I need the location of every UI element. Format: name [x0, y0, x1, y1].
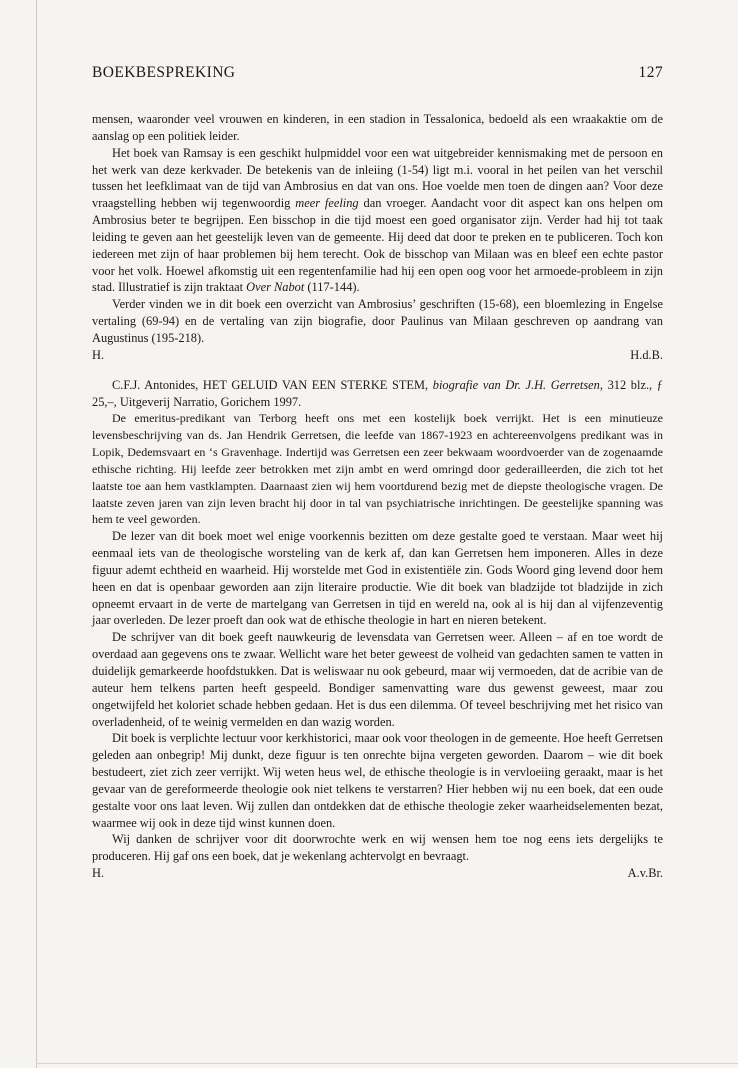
- citation-subtitle: biografie van Dr. J.H. Gerretsen,: [432, 377, 603, 392]
- paragraph: [92, 145, 663, 297]
- page-number: 127: [638, 64, 663, 81]
- citation-details: 312 blz., ƒ 25,–, Uitgeverij Narratio, Gorichem 1997.: [92, 377, 663, 409]
- reviewer-signature: A.v.Br.: [627, 866, 663, 881]
- paragraph: mensen, waaronder veel vrouwen en kinderen, in een stadion in Tessalonica, bedoeld als een wraakaktie om de aanslag op een politiek leider.: [92, 112, 663, 143]
- section-title: BOEKBESPREKING: [92, 64, 236, 81]
- text-span: dan vroeger. Aandacht voor dit aspect kan ons helpen om Ambrosius beter te begrijpen. Een bisschop in die tijd moest een goed organisator zijn. Verder had hij tot taak leiding te geven aan het geestelijk leven van de gemeente. Hij deed dat door te preken en te publiceren. Toch kon iedereen met zijn of haar problemen bij hem terecht. Ook de bisschop van Milaan was en bleef een echte pastor voor het volk. Hoewel afkomstig uit een regentenfamilie had hij een open oog voor het armoede-probleem in zijn stad. Illustratief is zijn traktaat: [92, 196, 664, 295]
- italic-title: Over Nabot: [246, 280, 305, 295]
- review-body: [92, 528, 663, 865]
- book-citation: [92, 377, 663, 411]
- paragraph: Verder vinden we in dit boek een overzicht van Ambrosius’ geschriften (15-68), een bloemlezing in Engelse vertaling (69-94) en de vertaling van zijn biografie, door Paulinus van Milaan geschreven op aandrang van Augustinus (195-218).: [92, 297, 663, 345]
- scan-edge: [36, 0, 37, 1068]
- paragraph: De schrijver van dit boek geeft nauwkeurig de levensdata van Gerretsen weer. Alleen – af en toe wordt de overdaad aan gegevens ons te zwaar. Wellicht ware het beter geweest de volheid van gedachten samen te vatten in duidelijk gemarkeerde hoofdstukken. Dat is weliswaar nu ook gebeurd, maar wij vermoeden, dat de acribie van de auteur hem telkens parten heeft gespeeld. Bondiger samenvatting ware dus gewenst geweest, maar zou ongetwijfeld het koloriet schade hebben gedaan. Het is dus een dilemma. Of teveel beschrijving met het risico van overladenheid, of te weinig vermelden en dan wazig worden.: [92, 630, 663, 729]
- text-span: (117-144).: [304, 280, 360, 295]
- scan-edge-bottom: [36, 1063, 738, 1064]
- paragraph: De emeritus-predikant van Terborg heeft ons met een kostelijk boek verrijkt. Het is een minutieuze levensbeschrijving van ds. Jan Hendrik Gerretsen, die leefde van 1867-1923 en achtereenvolgens predikant was in Lopik, Dedemsvaart en ‘s Gravenhage. Indertijd was Gerretsen een zeer bekwaam woordvoerder van de zogenaamde ethische richting. Hij leefde zeer betrokken met zijn ambt en werd omringd door gederailleerden, die zich tot het laatste toe aan hem vastklampten. Daarnaast zien wij hem voortdurend bezig met de diepste theologische vragen. De laatste zeven jaren van zijn leven bracht hij door in tal van psychiatrische inrichtingen. De geestelijke spanning was hem te veel geworden.: [92, 411, 663, 527]
- running-header: [92, 64, 663, 88]
- signature-initial: H.: [92, 347, 105, 362]
- paragraph: Wij danken de schrijver voor dit doorwrochte werk en wij wensen hem toe nog eens iets dergelijks te produceren. Hij gaf ons een boek, dat je wekenlang achtervolgt en bevraagt.: [92, 832, 663, 864]
- paragraph: De lezer van dit boek moet wel enige voorkennis bezitten om deze gestalte goed te verstaan. Maar weet hij eenmaal iets van de theologische worsteling van de kerk af, dan kan Gerretsen hem imponeren. Alles in deze figuur ademt echtheid en waarheid. Hij worstelde met God in existentiële zin. Gods Woord ging levend door hem heen en dat is openbaar geworden aan zijn literaire productie. Wie dit boek van bladzijde tot bladzijde in zich opneemt ervaart in de verte de martelgang van Gerretsen in tijd en wereld na, ook al is hij dan al vijfenzeventig jaar overleden. De lezer proeft dan ook wat de ethische theologie in hart en nieren betekent.: [92, 529, 663, 628]
- text-span: Het boek van Ramsay is een geschikt hulpmiddel voor een wat uitgebreider kennismaking met de persoon en het werk van deze kerkvader. De betekenis van de inleiing (1-54) ligt m.i. vooral in het peilen van het verschil tussen het leefklimaat van de tijd van Ambrosius en dat van ons. Hoe voelde men toen de dingen aan? Voor deze vraagstelling hebben wij tegenwoordig: [92, 145, 663, 211]
- reviewer-signature: H.d.B.: [630, 347, 663, 362]
- italic-span: meer feeling: [295, 196, 359, 211]
- review-body: [92, 410, 663, 528]
- signature-initial: H.: [92, 866, 105, 881]
- signature-line: [92, 865, 663, 882]
- body-text: [92, 111, 663, 882]
- paragraph: Dit boek is verplichte lectuur voor kerkhistorici, maar ook voor theologen in de gemeente. Hoe heeft Gerretsen geleden aan onbegrip! Mij dunkt, deze figuur is ten onrechte bijna vergeten geworden. Daarom – wie dit boek bestudeert, ziet zich zeer verrijkt. Wij weten heus wel, de ethische theologie is in vervloeiing geraakt, maar is het gevaar van de gereformeerde theologie ook niet telkens te verstarren? Hier hebben wij nu een boek, dat een oude gestalte voor ons laat leven. Wij zullen dan ontdekken dat de ethische theologie zeker waarheidselementen bezat, waarmee wij ook in deze tijd winst kunnen doen.: [92, 731, 663, 830]
- signature-line: [92, 347, 663, 364]
- citation-text: C.F.J. Antonides, HET GELUID VAN EEN STERKE STEM,: [112, 377, 433, 392]
